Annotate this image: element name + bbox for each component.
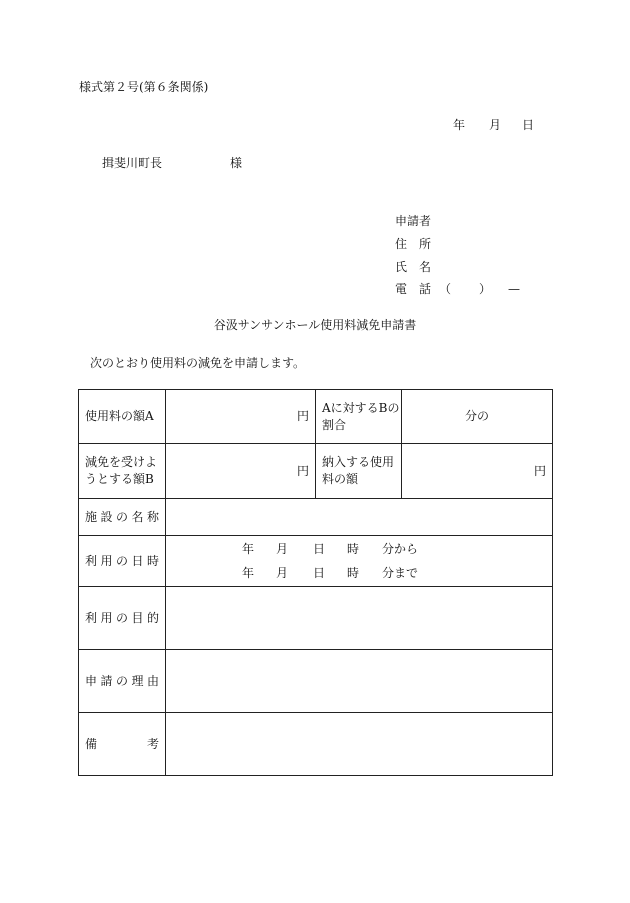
applicant-address-row	[395, 237, 435, 251]
applicant-phone-row	[395, 282, 535, 296]
facility-row	[79, 499, 553, 536]
exempt-row	[79, 444, 553, 499]
remarks-row	[79, 713, 553, 776]
phone-dash: —	[508, 282, 520, 296]
datetime-row	[79, 536, 553, 587]
applicant-name-row	[395, 260, 435, 274]
addressee-suffix: 様	[230, 156, 243, 170]
reason-label: 申 請 の 理 由	[79, 650, 166, 713]
reason-row	[79, 650, 553, 713]
date-day-label: 日	[522, 118, 535, 132]
ratio-label: Aに対するBの割合	[316, 390, 402, 444]
fee-amount-unit: 円	[296, 409, 309, 423]
applicant-name-label: 氏 名	[395, 260, 432, 274]
payable-unit: 円	[533, 463, 546, 478]
purpose-row	[79, 587, 553, 650]
exempt-amount-unit: 円	[296, 463, 309, 478]
payable-cell[interactable]	[402, 444, 553, 499]
applicant-address-label: 住 所	[395, 237, 432, 251]
remarks-label: 備 考	[79, 713, 166, 776]
purpose-cell[interactable]	[166, 587, 553, 650]
datetime-label: 利 用 の 日 時	[79, 536, 166, 587]
applicant-heading: 申請者	[395, 214, 432, 228]
purpose-label: 利 用 の 目 的	[79, 587, 166, 650]
ratio-cell[interactable]	[402, 390, 553, 444]
exempt-amount-cell[interactable]	[166, 444, 316, 499]
date-month-label: 月	[489, 118, 502, 132]
datetime-from-row: 年 月 日 時 分から	[242, 542, 419, 556]
facility-name-cell[interactable]	[166, 499, 553, 536]
exempt-amount-label: 減免を受けようとする額B	[79, 444, 166, 499]
document-title: 谷汲サンサンホール使用料減免申請書	[213, 318, 417, 332]
phone-open-paren: （	[439, 282, 452, 296]
datetime-cell[interactable]	[166, 536, 553, 587]
remarks-cell[interactable]	[166, 713, 553, 776]
fee-row	[79, 390, 553, 444]
date-year-label: 年	[453, 118, 466, 132]
payable-label: 納入する使用料の額	[316, 444, 402, 499]
datetime-to-row: 年 月 日 時 分まで	[242, 566, 419, 580]
ratio-suffix: 分の	[464, 409, 489, 423]
form-number: 様式第２号(第６条関係)	[79, 80, 209, 94]
addressee: 揖斐川町長	[102, 156, 163, 170]
facility-label: 施 設 の 名 称	[79, 499, 166, 536]
phone-close-paren: ）	[479, 282, 492, 296]
intro-text: 次のとおり使用料の減免を申請します。	[90, 356, 306, 370]
fee-amount-cell[interactable]	[166, 390, 316, 444]
reason-cell[interactable]	[166, 650, 553, 713]
application-form-table	[78, 389, 553, 776]
applicant-phone-label: 電 話	[395, 282, 432, 296]
fee-amount-label: 使用料の額A	[79, 390, 166, 444]
